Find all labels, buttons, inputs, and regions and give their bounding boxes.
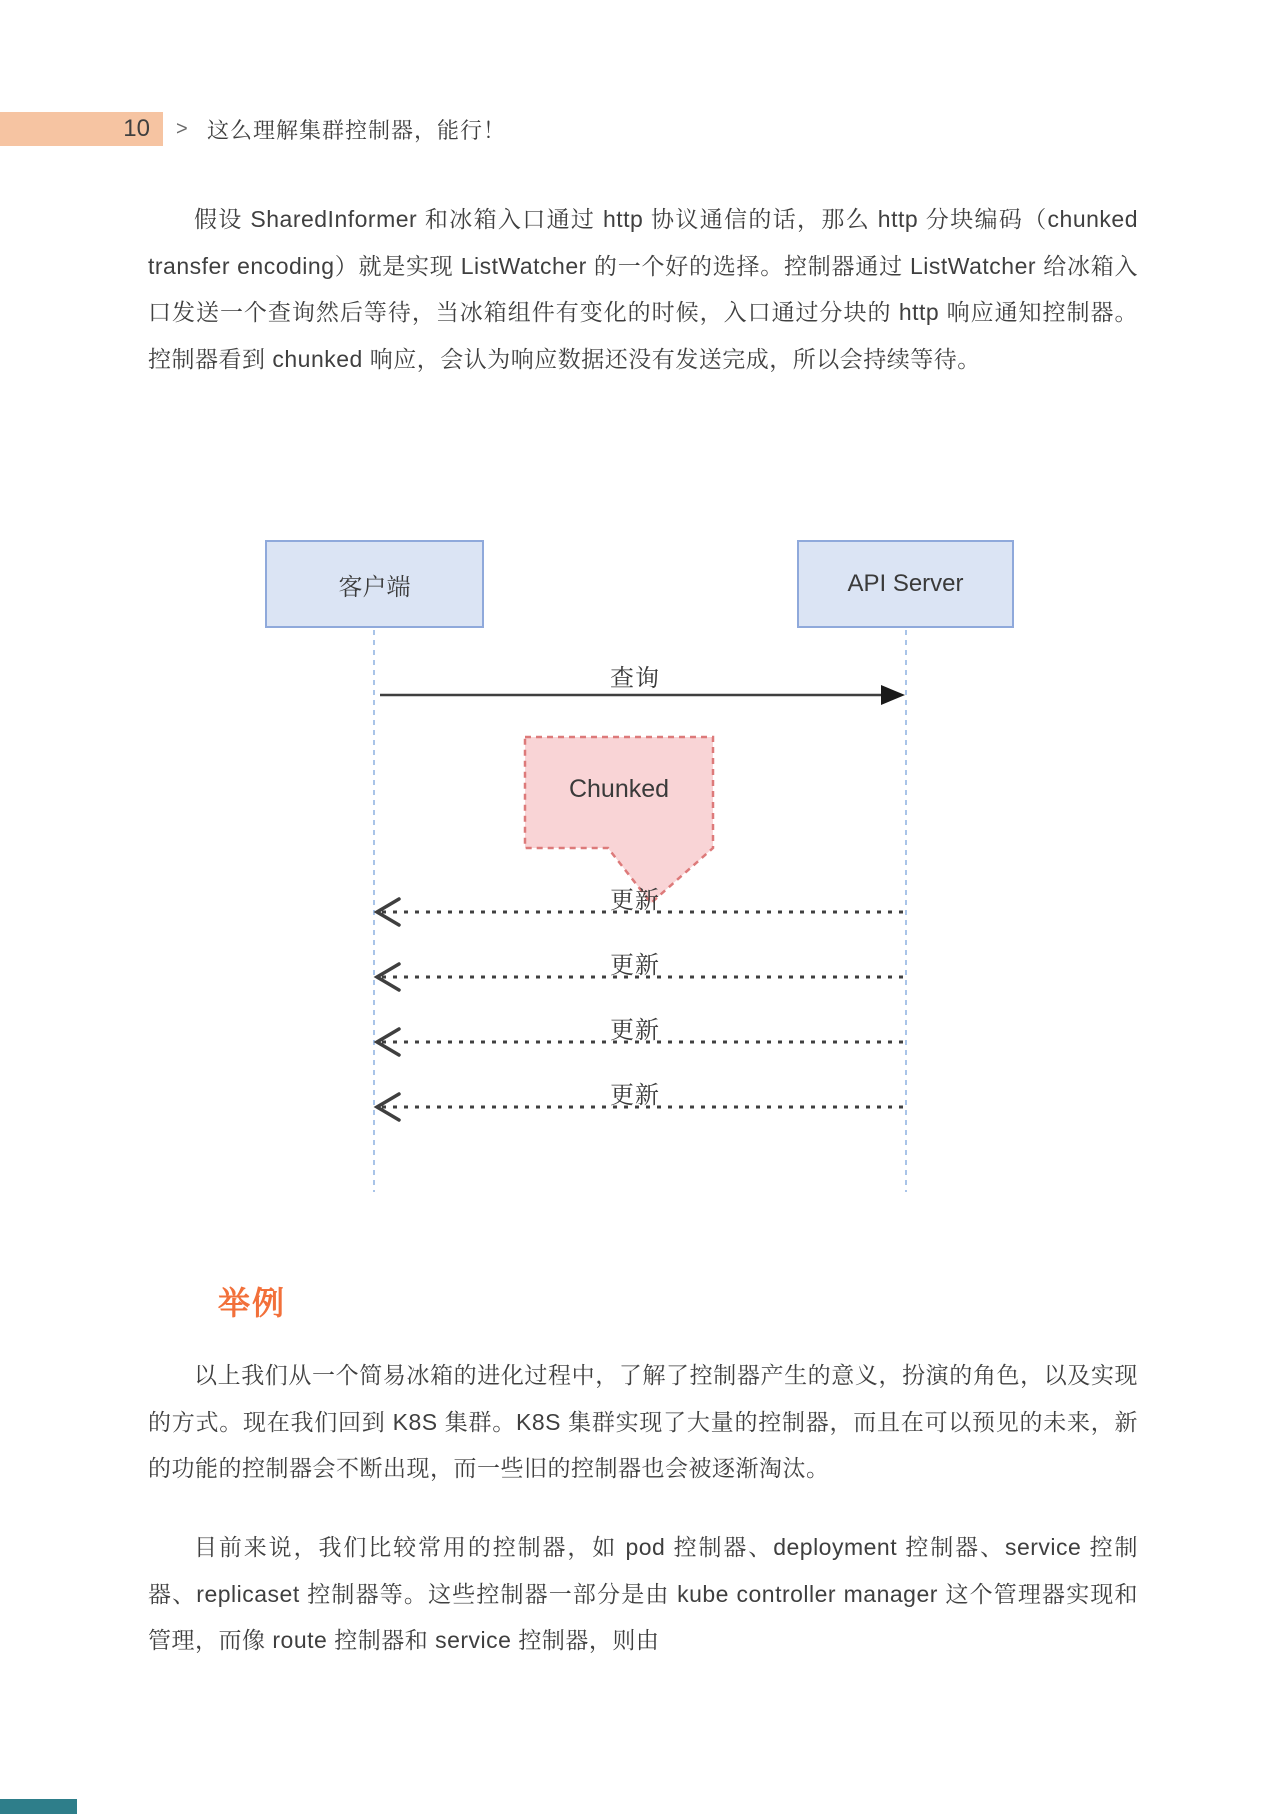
page-header-bar: [0, 112, 163, 146]
update-message-label: 更新: [610, 1082, 660, 1109]
footer-accent-bar: [0, 1799, 77, 1814]
body-paragraph: 假设 SharedInformer 和冰箱入口通过 http 协议通信的话，那么 http 分块编码（chunked transfer encoding）就是实现 ListWatcher 的一个好的选择。控制器通过 ListWatcher 给冰箱入口发送一个查询然后等待，当冰箱组件有变化的时候，入口通过分块的 http 响应通知控制器。控制器看到 chunked 响应，会认为响应数据还没有发送完成，所以会持续等待。: [148, 206, 1138, 372]
body-paragraph: 以上我们从一个简易冰箱的进化过程中，了解了控制器产生的意义，扮演的角色，以及实现的方式。现在我们回到 K8S 集群。K8S 集群实现了大量的控制器，而且在可以预见的未来，新的功能的控制器会不断出现，而一些旧的控制器也会被逐渐淘汰。: [148, 1362, 1138, 1481]
section-heading: 举例: [218, 1285, 287, 1321]
update-message-label: 更新: [610, 1017, 660, 1044]
chapter-title: 这么理解集群控制器，能行！: [207, 117, 507, 143]
query-message-label: 查询: [610, 665, 660, 692]
page-number: 10: [123, 115, 150, 142]
update-message-label: 更新: [610, 952, 660, 979]
chunked-bubble-label: Chunked: [568, 775, 670, 803]
client-actor-box: [265, 540, 484, 628]
header-chevron-separator: >: [176, 117, 188, 140]
client-label: 客户端: [338, 573, 411, 601]
api-server-label: API Server: [847, 570, 964, 597]
update-message-label: 更新: [610, 887, 660, 914]
body-paragraph: 目前来说，我们比较常用的控制器，如 pod 控制器、deployment 控制器、service 控制器、replicaset 控制器等。这些控制器一部分是由 kube controller manager 这个管理器实现和管理，而像 route 控制器和 service 控制器，则由: [148, 1534, 1138, 1653]
sequence-diagram: [0, 540, 1285, 1200]
api-server-actor-box: [797, 540, 1014, 628]
chunked-bubble-shape: [525, 737, 713, 903]
